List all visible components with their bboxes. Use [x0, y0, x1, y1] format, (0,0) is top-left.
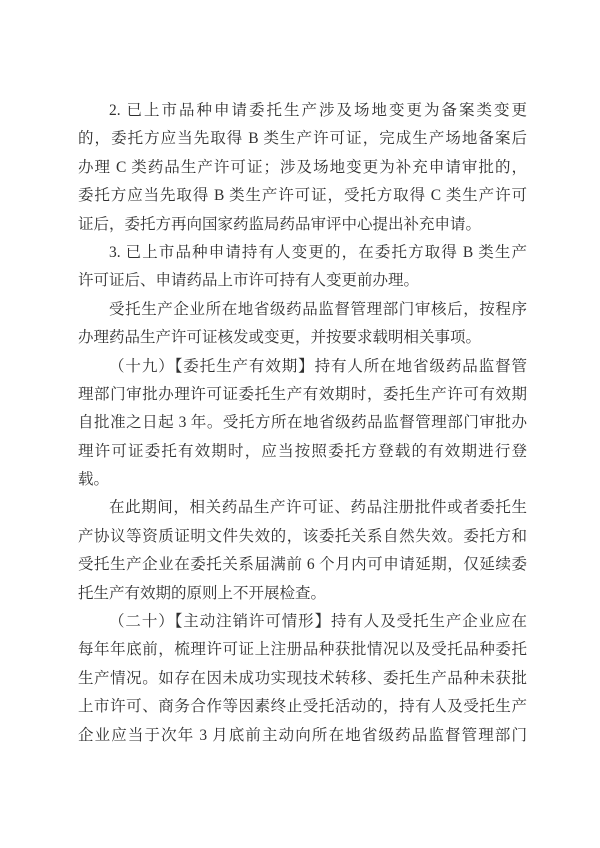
text-line: 受托生产企业所在地省级药品监督管理部门审核后，按程序	[109, 300, 527, 318]
text-line: 生产情况。如存在因未成功实现技术转移、委托生产品种未获批	[78, 669, 527, 687]
text-line: 2. 已上市品种申请委托生产涉及场地变更为备案类变更	[109, 102, 527, 119]
text-line: 自批准之日起 3 年。受托方所在地省级药品监督管理部门审批办	[78, 414, 527, 432]
text-line: 的，委托方应当先取得 B 类生产许可证，完成生产场地备案后	[78, 130, 527, 148]
text-line: 在此期间，相关药品生产许可证、药品注册批件或者委托生	[109, 499, 527, 517]
text-line: 证后，委托方再向国家药监局药品审评中心提出补充申请。	[78, 215, 482, 233]
text-line: 委托方应当先取得 B 类生产许可证，受托方取得 C 类生产许可	[78, 187, 527, 205]
text-line: （十九）【委托生产有效期】持有人所在地省级药品监督管	[109, 357, 527, 375]
text-line: 托生产有效期的原则上不开展检查。	[78, 584, 327, 602]
text-line: 办理 C 类药品生产许可证；涉及场地变更为补充申请审批的，	[78, 158, 527, 176]
text-line: 每年年底前，梳理许可证上注册品种获批情况以及受托品种委托	[78, 641, 527, 659]
text-line: 受托生产企业在委托关系届满前 6 个月内可申请延期，仅延续委	[78, 556, 527, 574]
text-line: （二十）【主动注销许可情形】持有人及受托生产企业应在	[109, 613, 527, 631]
text-line: 上市许可、商务合作等因素终止受托活动的，持有人及受托生产	[78, 698, 527, 716]
text-line: 理部门审批办理许可证委托生产有效期时，委托生产许可有效期	[78, 385, 527, 403]
text-line: 载。	[78, 471, 110, 489]
text-line: 许可证后、申请药品上市许可持有人变更前办理。	[78, 272, 420, 290]
document-text	[78, 97, 527, 750]
text-line: 3. 已上市品种申请持有人变更的，在委托方取得 B 类生产	[109, 243, 527, 261]
text-line: 办理药品生产许可证核发或变更，并按要求载明相关事项。	[78, 329, 482, 347]
text-line: 产协议等资质证明文件失效的，该委托关系自然失效。委托方和	[78, 527, 527, 545]
text-line: 理许可证委托有效期时，应当按照委托方登载的有效期进行登	[78, 442, 527, 460]
text-line: 企业应当于次年 3 月底前主动向所在地省级药品监督管理部门	[78, 726, 527, 744]
